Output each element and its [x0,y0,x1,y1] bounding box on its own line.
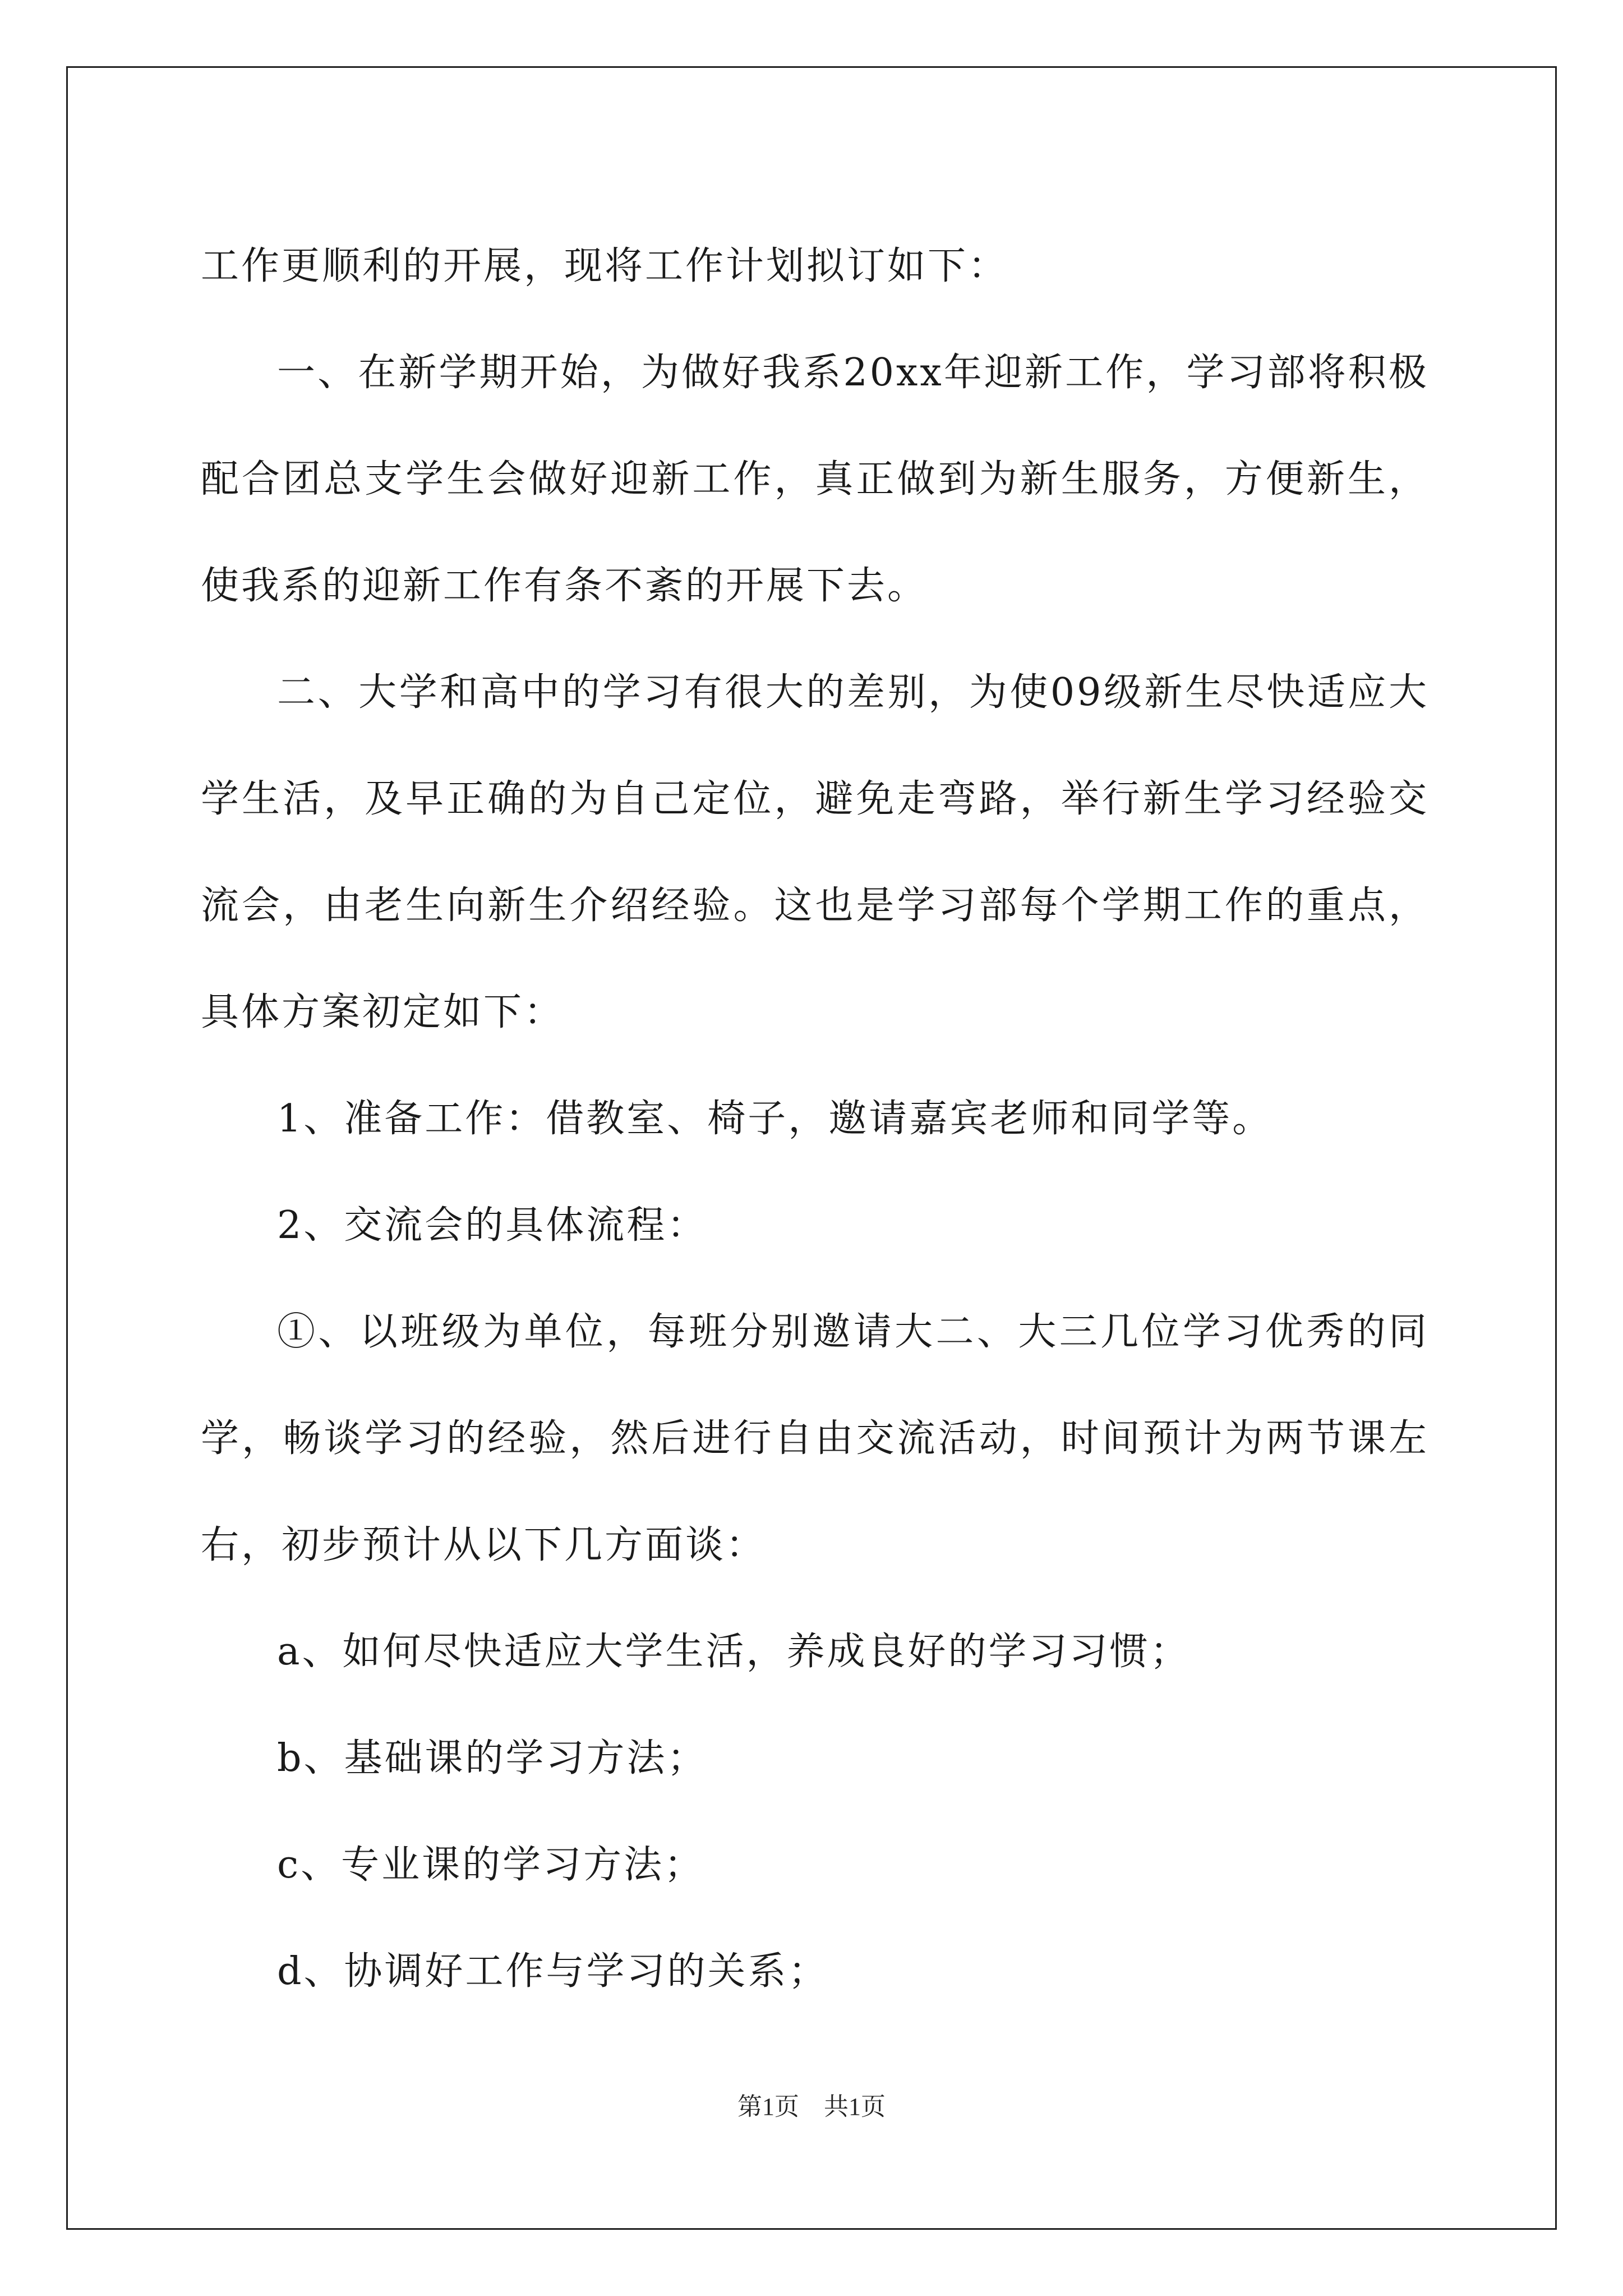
footer-spacer [799,2093,824,2120]
list-item-b: b、基础课的学习方法； [277,1736,708,1780]
paragraph-item-2: 2、交流会的具体流程： [277,1203,708,1248]
paragraph-section-1: 一、在新学期开始，为做好我系20xx年迎新工作，学习部将积极配合团总支学生会做好迎新工作，真正做到为新生服务，方便新生，使我系的迎新工作有条不紊的开展下去。 [201,351,1429,608]
document-body [201,213,1429,2025]
page-footer [0,2091,1623,2123]
page-total: 共1页 [824,2093,886,2120]
list-item-d: d、协调好工作与学习的关系； [277,1949,829,1994]
list-item-a: a、如何尽快适应大学生活，养成良好的学习习惯； [277,1630,1191,1674]
paragraph-section-2: 二、大学和高中的学习有很大的差别，为使09级新生尽快适应大学生活，及早正确的为自己定位，避免走弯路，举行新生学习经验交流会，由老生向新生介绍经验。这也是学习部每个学期工作的重点，具体方案初定如下： [201,670,1429,1034]
list-item-c: c、专业课的学习方法； [277,1843,705,1887]
paragraph-intro: 工作更顺利的开展，现将工作计划拟订如下： [201,244,1009,288]
paragraph-subitem-1: ①、以班级为单位，每班分别邀请大二、大三几位学习优秀的同学，畅谈学习的经验，然后进行自由交流活动，时间预计为两节课左右，初步预计从以下几方面谈： [201,1310,1429,1567]
page-number: 第1页 [737,2093,799,2120]
paragraph-item-1: 1、准备工作：借教室、椅子，邀请嘉宾老师和同学等。 [277,1097,1273,1141]
